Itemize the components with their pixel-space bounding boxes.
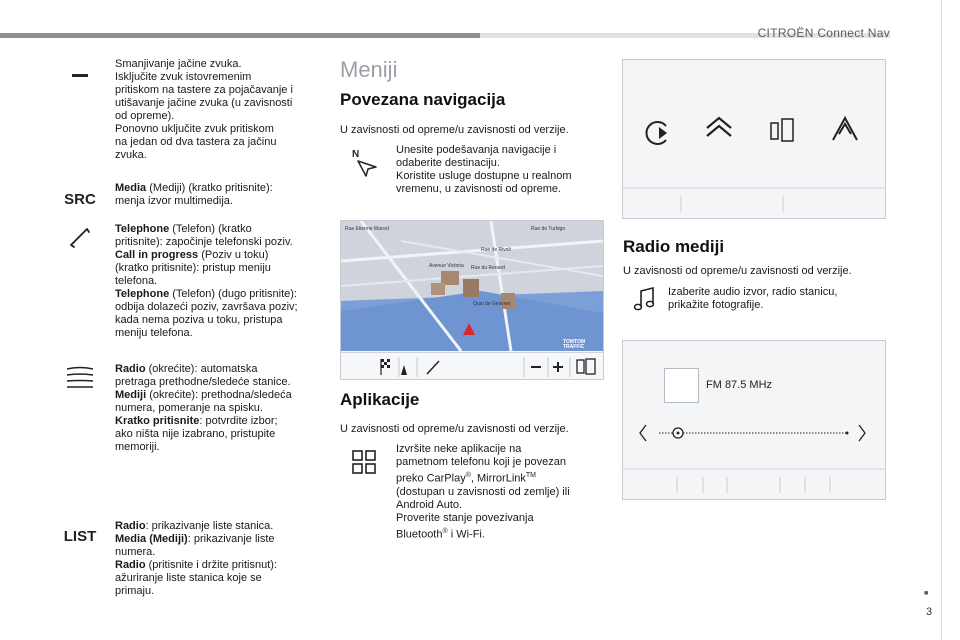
scroll-wheel-icon [60, 366, 100, 397]
src-label: SRC [64, 191, 96, 208]
map-street-label: Rue de Rivoli [481, 247, 511, 253]
radio-description: Radio (okrećite): automatska pretraga prethodne/sledeće stanice. Mediji (okrećite): prethodna/sledeća numera, pomeranje na spisku. Kratko pritisnite: potvrdite izbor; ako ništa nije izabrano, pristupite memoriji. [115, 363, 292, 453]
map-street-label: Avenue Victoria [429, 263, 464, 269]
map-street-label: Quai de Gesvres [473, 301, 511, 307]
header-title: CITROËN Connect Nav [757, 26, 890, 40]
heading-radio-media: Radio mediji [623, 237, 725, 256]
list-description: Radio: prikazivanje liste stanica. Media (Mediji): prikazivanje liste numera. Radio (pritisnite i držite pritisnut): ažuriranje liste stanica koje se primaju. [115, 520, 277, 597]
checkered-flag-icon[interactable] [381, 359, 390, 375]
footer-marker: ■ [924, 590, 929, 597]
android-auto-icon[interactable] [833, 118, 857, 140]
nav-description: Unesite podešavanja navigacije i odaberite destinaciju. Koristite usluge dostupne u realnom vremenu, u zavisnosti od opreme. [396, 144, 572, 195]
svg-text:N: N [352, 149, 360, 160]
minus-icon [60, 64, 100, 77]
navigation-arrow-icon [352, 147, 380, 182]
map-street-label: Rue Etienne Marcel [345, 226, 389, 232]
previous-station-icon[interactable] [640, 425, 646, 441]
list-label: LIST [63, 528, 97, 545]
phone-icon[interactable] [427, 361, 439, 374]
phone-icon [60, 225, 100, 256]
next-station-icon[interactable] [859, 425, 865, 441]
traffic-logo: TRAFFIC [563, 344, 585, 350]
mirrorlink-icon[interactable] [771, 119, 793, 141]
traffic-logo: TOMTOM [563, 339, 586, 345]
apps-screen [622, 59, 886, 219]
station-frequency: FM 87.5 MHz [706, 379, 773, 391]
nav-intro: U zavisnosti od opreme/u zavisnosti od verzije. [340, 124, 569, 136]
apps-description: Izvršite neke aplikacije na pametnom telefonu koji je povezan preko CarPlay®, MirrorLink™ (dostupan u zavisnosti od zemlje) ili Android Auto. Proverite stanje povezivanja Bluetooth® i Wi-Fi. [396, 443, 570, 541]
vol-down-description: Smanjivanje jačine zvuka. Isključite zvuk istovremenim pritiskom na tastere za pojačavanje i utišavanje jačine zvuka (u zavisnosti od opreme). Ponovno uključite zvuk pritiskom na jedan od dva tastera za jačinu zvuka. [115, 58, 293, 161]
header-bar-dark [0, 33, 480, 38]
compass-icon[interactable] [401, 365, 407, 375]
zoom-in-icon[interactable] [553, 362, 563, 372]
radio-intro: U zavisnosti od opreme/u zavisnosti od verzije. [623, 265, 852, 277]
navigation-screen [340, 220, 604, 380]
radio-screen [622, 340, 886, 500]
citroen-icon[interactable] [707, 118, 731, 136]
music-note-icon [633, 287, 657, 318]
telephone-description: Telephone (Telefon) (kratko pritisnite): započinje telefonski poziv. Call in progress (Poziv u toku) (kratko pritisnite): pristup meniju telefona. Telephone (Telefon) (dugo pritisnite): odbija dolazeći poziv, završava poziv; kada nema poziva u toku, pristupa meniju telefona. [115, 223, 298, 339]
apps-grid-icon [352, 450, 376, 479]
map-settings-icon[interactable] [577, 359, 595, 374]
heading-connected-navigation: Povezana navigacija [340, 90, 506, 109]
margin-line [941, 0, 942, 640]
page-number: 3 [926, 606, 933, 618]
apps-intro: U zavisnosti od opreme/u zavisnosti od verzije. [340, 423, 569, 435]
section-title-meniji: Meniji [340, 57, 398, 82]
map-toolbar [341, 352, 603, 380]
map-view [341, 221, 603, 351]
carplay-icon[interactable] [647, 122, 667, 144]
map-street-label: Rue de Turbigo [531, 226, 566, 232]
radio-description-right: Izaberite audio izvor, radio stanicu, prikažite fotografije. [668, 286, 838, 311]
map-street-label: Rue du Renard [471, 265, 505, 271]
heading-applications: Aplikacije [340, 390, 420, 409]
media-description: Media (Mediji) (kratko pritisnite): menja izvor multimedija. [115, 182, 273, 207]
